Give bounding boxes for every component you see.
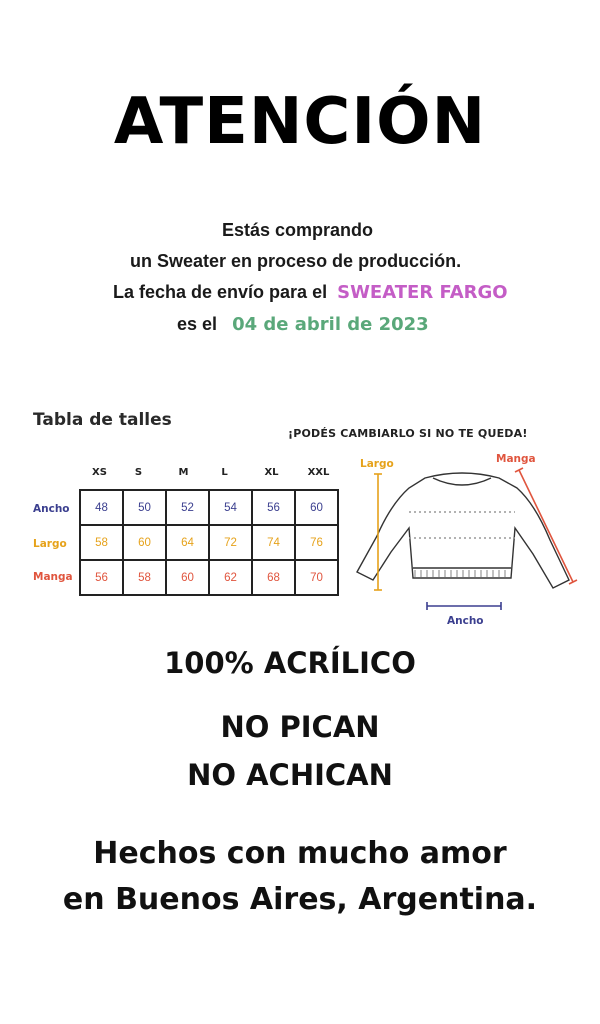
feature-no-achican: NO ACHICAN: [187, 758, 393, 792]
closing-line-2: en Buenos Aires, Argentina.: [62, 882, 538, 917]
product-name: SWEATER FARGO: [337, 282, 508, 303]
manga-line: [515, 468, 577, 584]
table-cell: 60: [166, 560, 209, 595]
size-table-title: Tabla de talles: [33, 410, 172, 430]
col-head-xxl: XXL: [307, 467, 330, 478]
table-cell: 76: [295, 525, 338, 560]
table-cell: 64: [166, 525, 209, 560]
col-head-xs: XS: [92, 467, 107, 478]
sweater-icon: [357, 473, 569, 588]
intro-line-3: [113, 281, 508, 304]
closing-line-1: Hechos con mucho amor: [93, 836, 507, 871]
table-cell: 50: [123, 490, 166, 525]
intro-line-3-text: La fecha de envío para el: [113, 282, 328, 302]
table-cell: 74: [252, 525, 295, 560]
table-cell: 60: [295, 490, 338, 525]
ship-date: 04 de abril de 2023: [232, 314, 429, 335]
page-title: ATENCIÓN: [113, 85, 487, 159]
col-head-l: L: [221, 467, 228, 478]
intro-line-4-text: es el: [177, 314, 218, 334]
table-row-manga: [80, 560, 338, 595]
table-cell: 72: [209, 525, 252, 560]
table-cell: 62: [209, 560, 252, 595]
exchange-note: ¡PODÉS CAMBIARLO SI NO TE QUEDA!: [288, 427, 528, 440]
table-cell: 68: [252, 560, 295, 595]
largo-label: Largo: [360, 458, 394, 470]
table-cell: 58: [123, 560, 166, 595]
table-cell: 58: [80, 525, 123, 560]
size-table: [79, 489, 339, 596]
table-cell: 52: [166, 490, 209, 525]
table-cell: 60: [123, 525, 166, 560]
intro-line-2: un Sweater en proceso de producción.: [130, 251, 462, 271]
sweater-measurement-diagram: [355, 440, 585, 635]
feature-no-pican: NO PICAN: [220, 710, 380, 744]
table-row-largo: [80, 525, 338, 560]
col-head-s: S: [134, 467, 143, 478]
table-cell: 56: [252, 490, 295, 525]
largo-line: [374, 474, 382, 590]
manga-label: Manga: [496, 453, 536, 465]
intro-line-1: Estás comprando: [222, 220, 374, 240]
table-cell: 70: [295, 560, 338, 595]
ancho-label: Ancho: [447, 615, 484, 627]
table-cell: 48: [80, 490, 123, 525]
col-head-m: M: [178, 467, 189, 478]
row-head-manga: Manga: [33, 571, 73, 583]
row-head-largo: Largo: [33, 538, 67, 550]
table-cell: 54: [209, 490, 252, 525]
row-head-ancho: Ancho: [33, 503, 70, 515]
material-label: 100% ACRÍLICO: [164, 646, 416, 680]
ancho-line: [427, 602, 501, 610]
table-row-ancho: [80, 490, 338, 525]
col-head-xl: XL: [264, 467, 279, 478]
table-cell: 56: [80, 560, 123, 595]
intro-line-4: [177, 313, 429, 336]
